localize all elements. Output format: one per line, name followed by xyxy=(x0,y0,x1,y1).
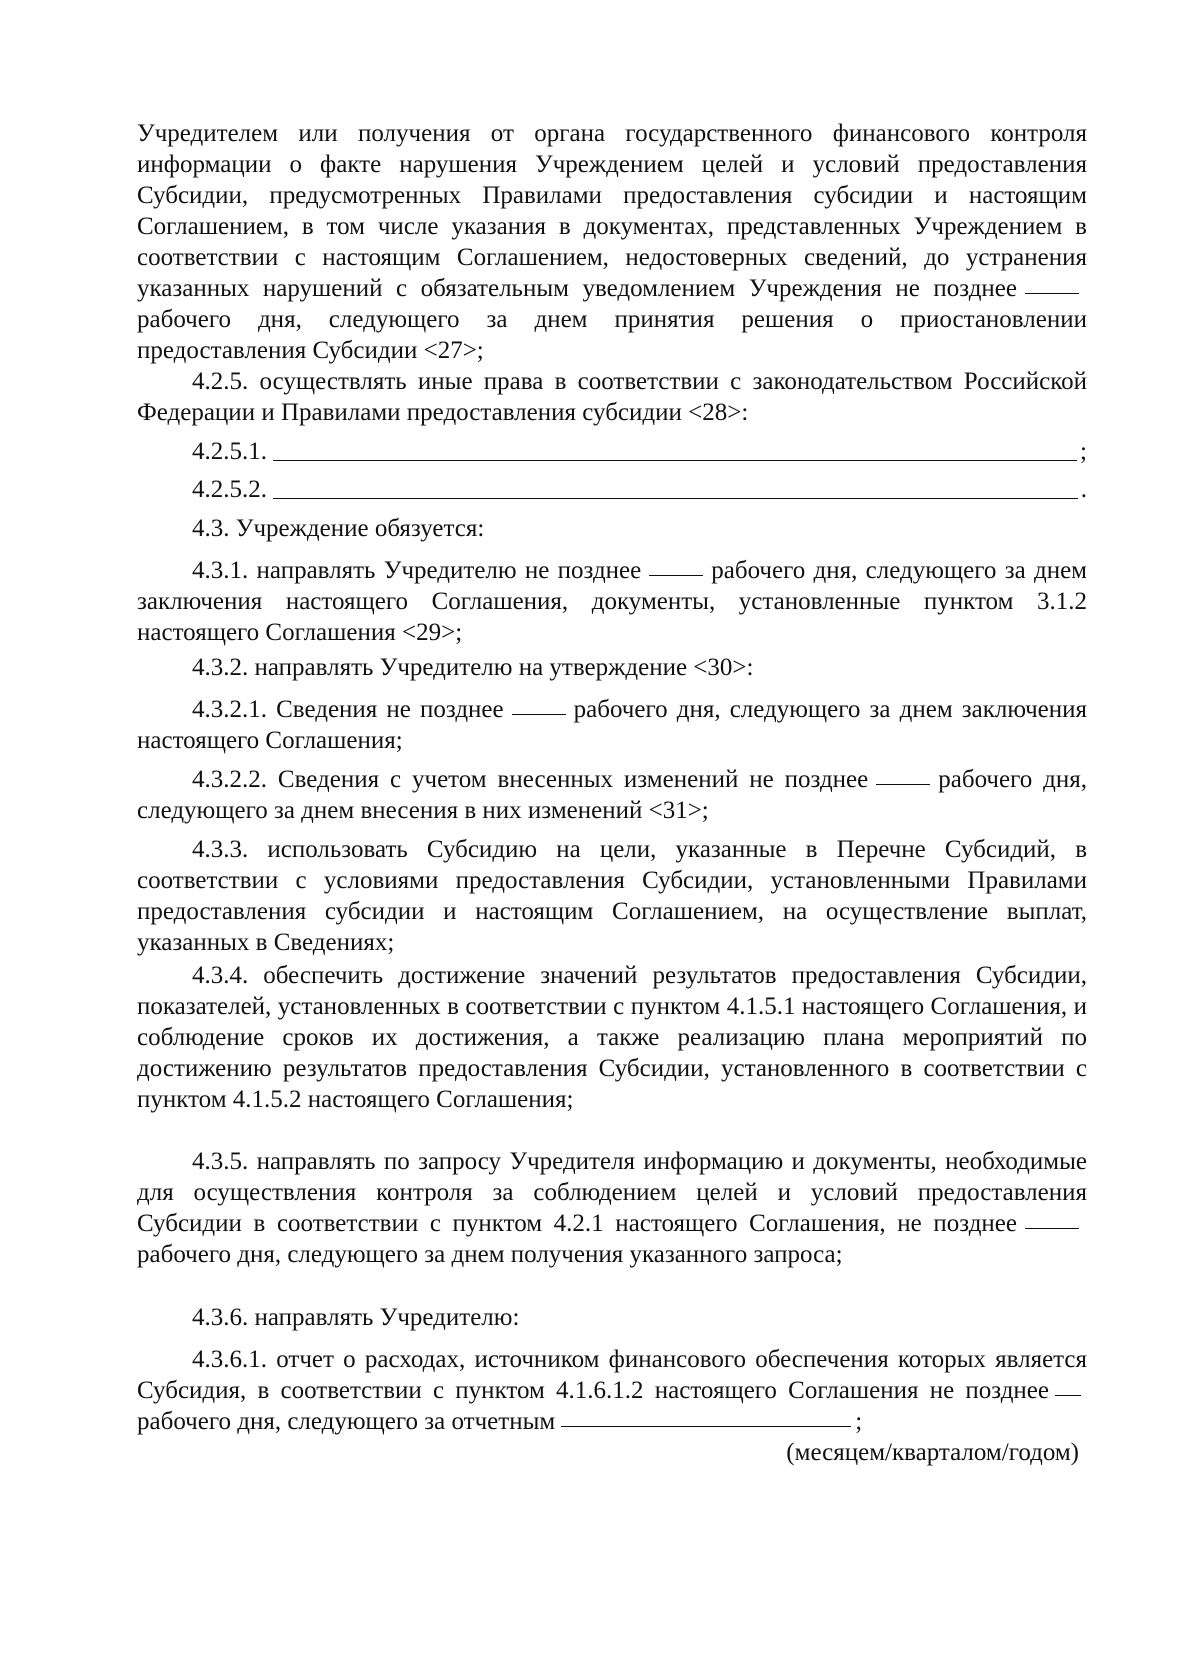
text: рабочего дня, следующего за днем внесения в них изменений <31>; xyxy=(137,766,1087,824)
punctuation: ; xyxy=(855,1408,863,1435)
blank-line[interactable] xyxy=(273,497,1078,499)
blank-field[interactable] xyxy=(649,574,703,576)
paragraph-4-3-4: 4.3.4. обеспечить достижение значений результатов предоставления Субсидии, показателей, установленных в соответствии с пунктом 4.1.5.1 настоящего Соглашения, и соблюдение сроков их достижения, а также реализацию плана мероприятий по достижению результатов предоставления Субсидии, установленного в соответствии с пунктом 4.1.5.2 настоящего Соглашения; xyxy=(137,962,1087,1113)
paragraph-4-3-3: 4.3.3. использовать Субсидию на цели, указанные в Перечне Субсидий, в соответствии с условиями предоставления Субсидии, установленными Правилами предоставления субсидии и настоящим Соглашением, на осуществление выплат, указанных в Сведениях; xyxy=(137,836,1087,956)
text: 4.3.1. направлять Учредителю не позднее xyxy=(192,557,642,584)
period-hint: (месяцем/кварталом/годом) xyxy=(786,1439,1079,1466)
text: рабочего дня, следующего за днем получения указанного запроса; xyxy=(137,1241,843,1268)
text: 4.3.5. направлять по запросу Учредителя информацию и документы, необходимые для осуществления контроля за соблюдением целей и условий предоставления Субсидии в соответствии с пунктом 4.2.1 настоящего Соглашения, не позднее xyxy=(137,1148,1087,1237)
text: рабочего дня, следующего за днем принятия решения о приостановлении предоставления Субсидии <27>; xyxy=(137,306,1087,364)
paragraph-4-3-6: 4.3.6. направлять Учредителю: xyxy=(192,1304,520,1331)
item-label: 4.2.5.2. xyxy=(192,476,267,503)
text: Учредителем или получения от органа государственного финансового контроля информации о факте нарушения Учреждением целей и условий предоставления Субсидии, предусмотренных Правилами предоставления субсидии и настоящим Соглашением, в том числе указания в документах, представленных Учреждением в соответствии с настоящим Соглашением, недостоверных сведений, до устранения указанных нарушений с обязательным уведомлением Учреждения не позднее xyxy=(137,120,1087,302)
punctuation: ; xyxy=(1080,438,1087,465)
paragraph-4-2-5: 4.2.5. осуществлять иные права в соответствии с законодательством Российской Федерации и Правилами предоставления субсидии <28>: xyxy=(137,368,1087,426)
paragraph-4-3-2-1 xyxy=(137,694,1087,756)
text: 4.3.2.2. Сведения с учетом внесенных изменений не позднее xyxy=(192,766,869,793)
paragraph-4-2-4-continuation xyxy=(137,118,1087,366)
paragraph-4-3-2-2 xyxy=(137,764,1087,826)
text: рабочего дня, следующего за днем заключения настоящего Соглашения; xyxy=(137,696,1088,754)
blank-field[interactable] xyxy=(1055,1394,1081,1396)
paragraph-4-3-5 xyxy=(137,1146,1087,1270)
text: 4.3.2.1. Сведения не позднее xyxy=(192,696,504,723)
blank-field[interactable] xyxy=(1025,292,1079,294)
text: рабочего дня, следующего за днем заключения настоящего Соглашения, документы, установленные пунктом 3.1.2 настоящего Соглашения <29>; xyxy=(137,557,1087,646)
period-blank-field[interactable] xyxy=(561,1425,851,1427)
paragraph-4-3-2: 4.3.2. направлять Учредителю на утверждение <30>: xyxy=(192,654,754,681)
item-label: 4.2.5.1. xyxy=(192,438,267,465)
punctuation: . xyxy=(1080,476,1087,503)
text: 4.3.6.1. отчет о расходах, источником финансового обеспечения которых является Субсидия, в соответствии с пунктом 4.1.6.1.2 настоящего Соглашения не позднее xyxy=(137,1346,1087,1404)
paragraph-4-2-5-2 xyxy=(137,474,1087,505)
text: рабочего дня, следующего за отчетным xyxy=(137,1408,556,1435)
blank-field[interactable] xyxy=(512,713,566,715)
blank-field[interactable] xyxy=(876,783,930,785)
paragraph-4-3-6-1 xyxy=(137,1344,1087,1468)
paragraph-4-3-1 xyxy=(137,555,1087,648)
blank-field[interactable] xyxy=(1025,1227,1079,1229)
paragraph-4-3: 4.3. Учреждение обязуется: xyxy=(192,515,485,542)
paragraph-4-2-5-1 xyxy=(137,436,1087,467)
blank-line[interactable] xyxy=(273,459,1077,461)
